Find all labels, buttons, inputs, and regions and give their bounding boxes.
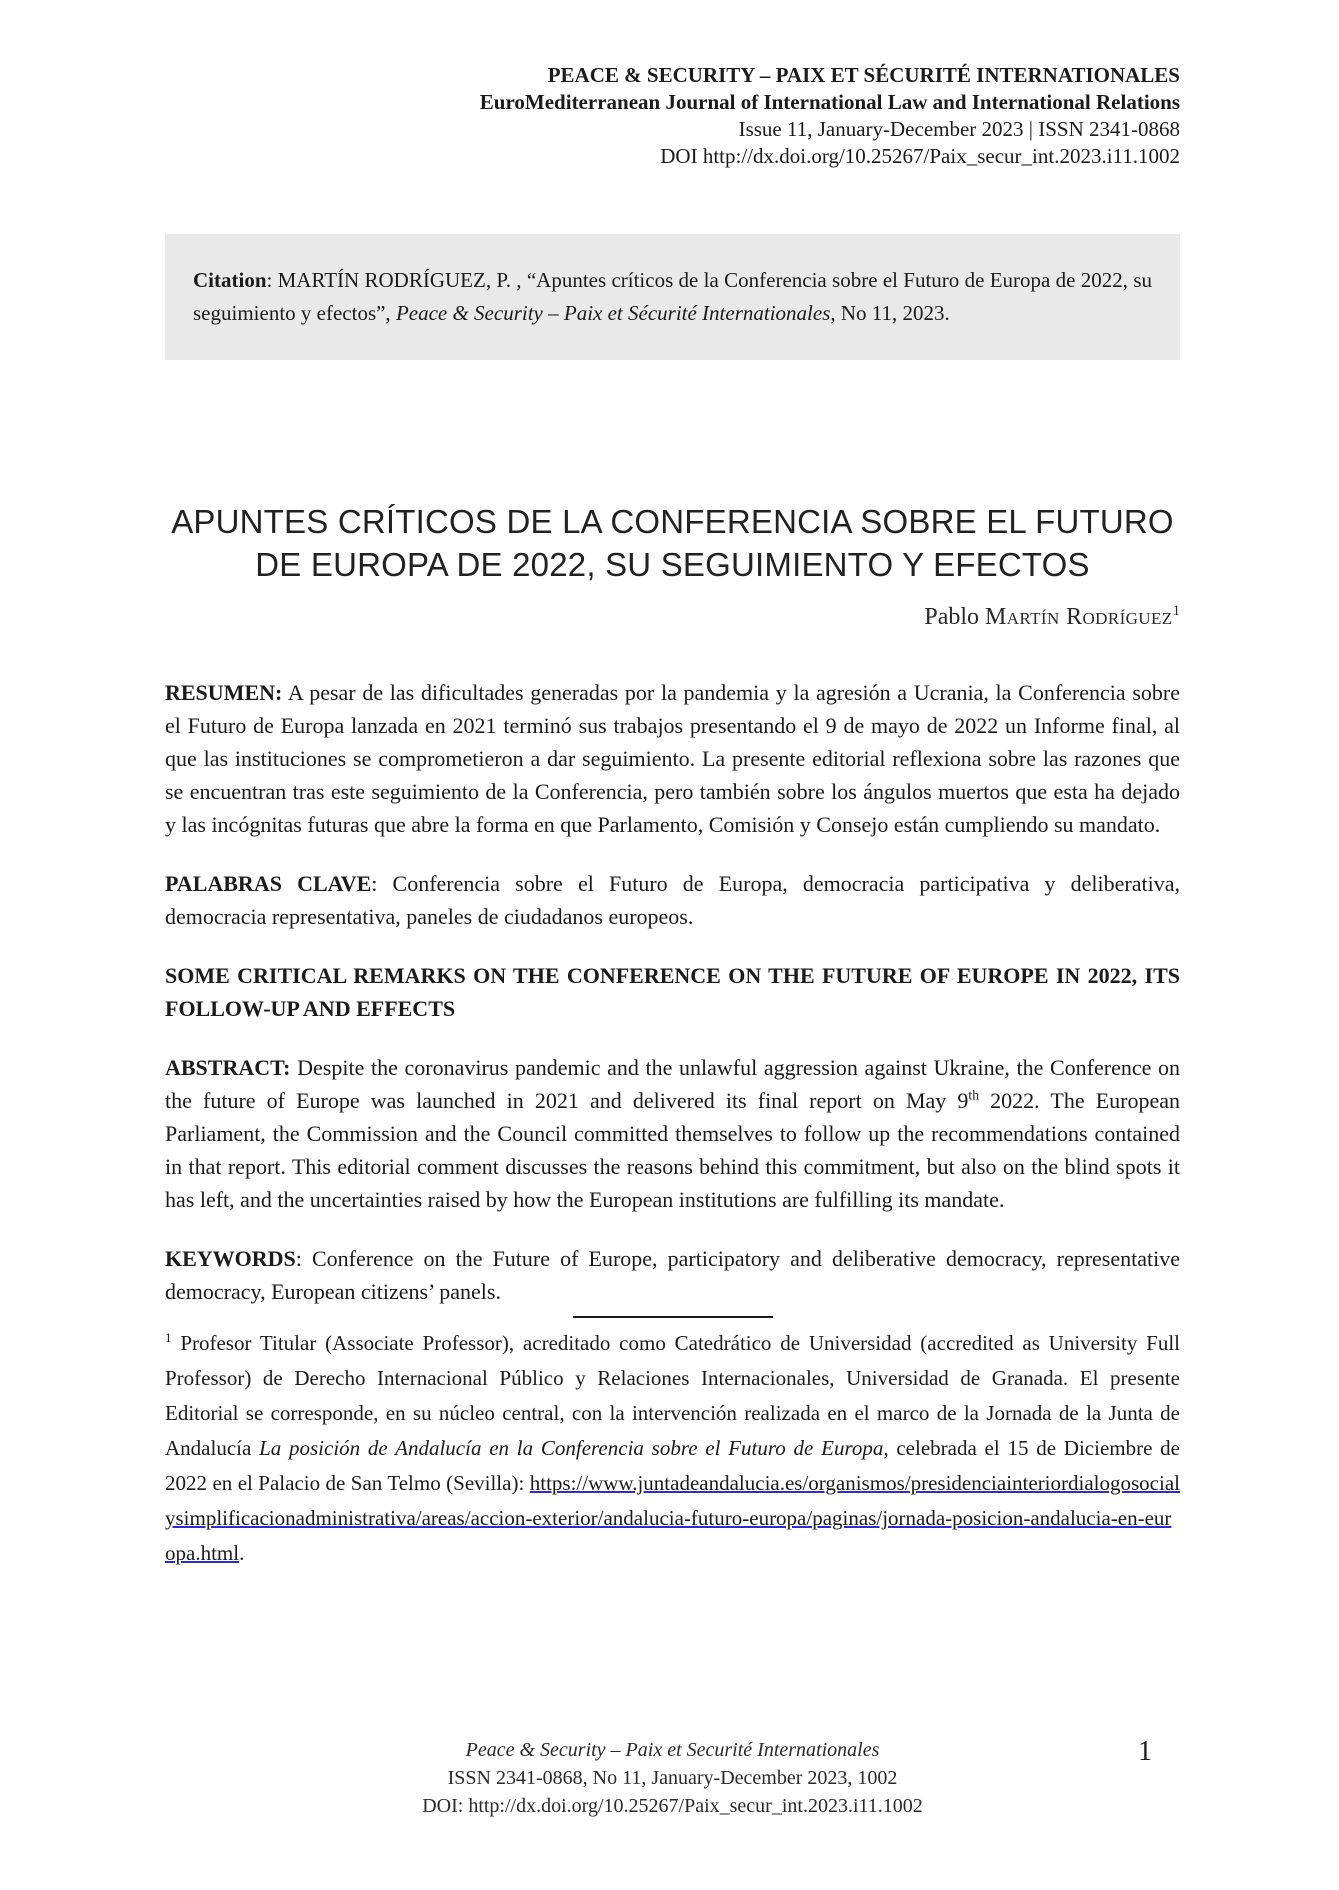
author-given-name: Pablo — [924, 604, 980, 630]
journal-masthead — [165, 62, 1180, 170]
article-title — [165, 500, 1180, 586]
resumen-body: A pesar de las dificultades generadas por la pandemia y la agresión a Ucrania, la Conferencia sobre el Futuro de Europa lanzada en 2021 terminó sus trabajos presentando el 9 de mayo de 2022 un Informe final, al que las instituciones se comprometieron a dar seguimiento. La presente editorial reflexiona sobre las razones que se encuentran tras este seguimiento de la Conferencia, pero también sobre los ángulos muertos que esta ha dejado y las incógnitas futuras que abre la forma en que Parlamento, Comisión y Consejo están cumpliendo su mandato. — [165, 680, 1180, 837]
footer-issue-line: ISSN 2341-0868, No 11, January-December 2023, 1002 — [447, 1767, 898, 1789]
page-number: 1 — [1138, 1736, 1152, 1767]
footnote-event-title: La posición de Andalucía en la Conferencia sobre el Futuro de Europa — [259, 1436, 884, 1460]
masthead-doi: DOI http://dx.doi.org/10.25267/Paix_secur_int.2023.i11.1002 — [660, 144, 1180, 168]
abstract-paragraph — [165, 1051, 1180, 1216]
footnote-marker: 1 — [165, 1330, 172, 1345]
citation-text-before: : MARTÍN RODRÍGUEZ, P. , “Apuntes críticos de la Conferencia sobre el Futuro de Europa de 2022, su seguimiento y efectos”, — [193, 268, 1152, 325]
abstract-ordinal-superscript: th — [968, 1087, 980, 1103]
footnote-separator — [573, 1316, 773, 1318]
citation-journal-name: Peace & Security – Paix et Sécurité Internationales — [395, 301, 831, 325]
masthead-journal-subtitle: EuroMediterranean Journal of International Law and International Relations — [479, 90, 1180, 114]
palabras-clave-label: PALABRAS CLAVE — [165, 871, 372, 896]
english-title-heading: SOME CRITICAL REMARKS ON THE CONFERENCE ON THE FUTURE OF EUROPE IN 2022, ITS FOLLOW-UP AND EFFECTS — [165, 963, 1180, 1021]
masthead-journal-name: PEACE & SECURITY – PAIX ET SÉCURITÉ INTERNATIONALES — [547, 63, 1180, 87]
citation-box — [165, 234, 1180, 360]
abstract-body-part1: Despite the coronavirus pandemic and the unlawful aggression against Ukraine, the Conference on the future of Europe was launched in 2021 and delivered its final report on May 9 — [165, 1055, 1180, 1113]
page-footer — [165, 1736, 1180, 1820]
abstract-body-part2: 2022. The European Parliament, the Commission and the Council committed themselves to follow up the recommendations contained in that report. This editorial comment discusses the reasons behind this commitment, but also on the blind spots it has left, and the uncertainties raised by how the European institutions are fulfilling its mandate. — [165, 1088, 1181, 1212]
palabras-clave-paragraph — [165, 867, 1180, 933]
footnote-text-part2: , celebrada el 15 de Diciembre de 2022 en el Palacio de San Telmo (Sevilla): — [165, 1436, 1180, 1495]
footnote-url-link[interactable]: https://www.juntadeandalucia.es/organismos/presidenciainteriordialogosocialysimplificacionadministrativa/areas/accion-exterior/andalucia-futuro-europa/paginas/jornada-posicion-andalucia-en-europa.html — [165, 1471, 1180, 1565]
footnote-1 — [165, 1326, 1180, 1571]
text-column — [165, 0, 1180, 1571]
masthead-issue-issn: Issue 11, January-December 2023 | ISSN 2341-0868 — [738, 117, 1180, 141]
footnote-text-part3: . — [239, 1541, 245, 1565]
author-footnote-reference: 1 — [1172, 603, 1180, 619]
palabras-clave-body: : Conferencia sobre el Futuro de Europa, democracia participativa y deliberativa, democracia representativa, paneles de ciudadanos europeos. — [165, 871, 1180, 929]
resumen-paragraph — [165, 676, 1180, 841]
footnote-text-part1: Profesor Titular (Associate Professor), acreditado como Catedrático de Universidad (accredited as University Full Professor) de Derecho Internacional Público y Relaciones Internacionales, Universidad de Granada. El presente Editorial se corresponde, en su núcleo central, con la intervención realizada en el marco de la Jornada de la Junta de Andalucía — [165, 1331, 1180, 1460]
citation-text-after: , No 11, 2023. — [830, 301, 950, 325]
footer-doi-line: DOI: http://dx.doi.org/10.25267/Paix_secur_int.2023.i11.1002 — [422, 1795, 923, 1817]
author-line — [165, 602, 1180, 632]
keywords-paragraph — [165, 1242, 1180, 1308]
keywords-label: KEYWORDS — [165, 1246, 296, 1271]
resumen-label: RESUMEN: — [165, 680, 283, 705]
citation-label: Citation — [193, 268, 267, 292]
footer-journal-name: Peace & Security – Paix et Securité Internationales — [465, 1739, 880, 1761]
article-title-line-2: DE EUROPA DE 2022, SU SEGUIMIENTO Y EFECTOS — [255, 546, 1090, 583]
keywords-body: : Conference on the Future of Europe, participatory and deliberative democracy, representative democracy, European citizens’ panels. — [165, 1246, 1180, 1304]
author-family-name: Martín Rodríguez — [985, 604, 1173, 630]
abstract-label: ABSTRACT: — [165, 1055, 291, 1080]
article-title-line-1: APUNTES CRÍTICOS DE LA CONFERENCIA SOBRE EL FUTURO — [171, 503, 1174, 540]
